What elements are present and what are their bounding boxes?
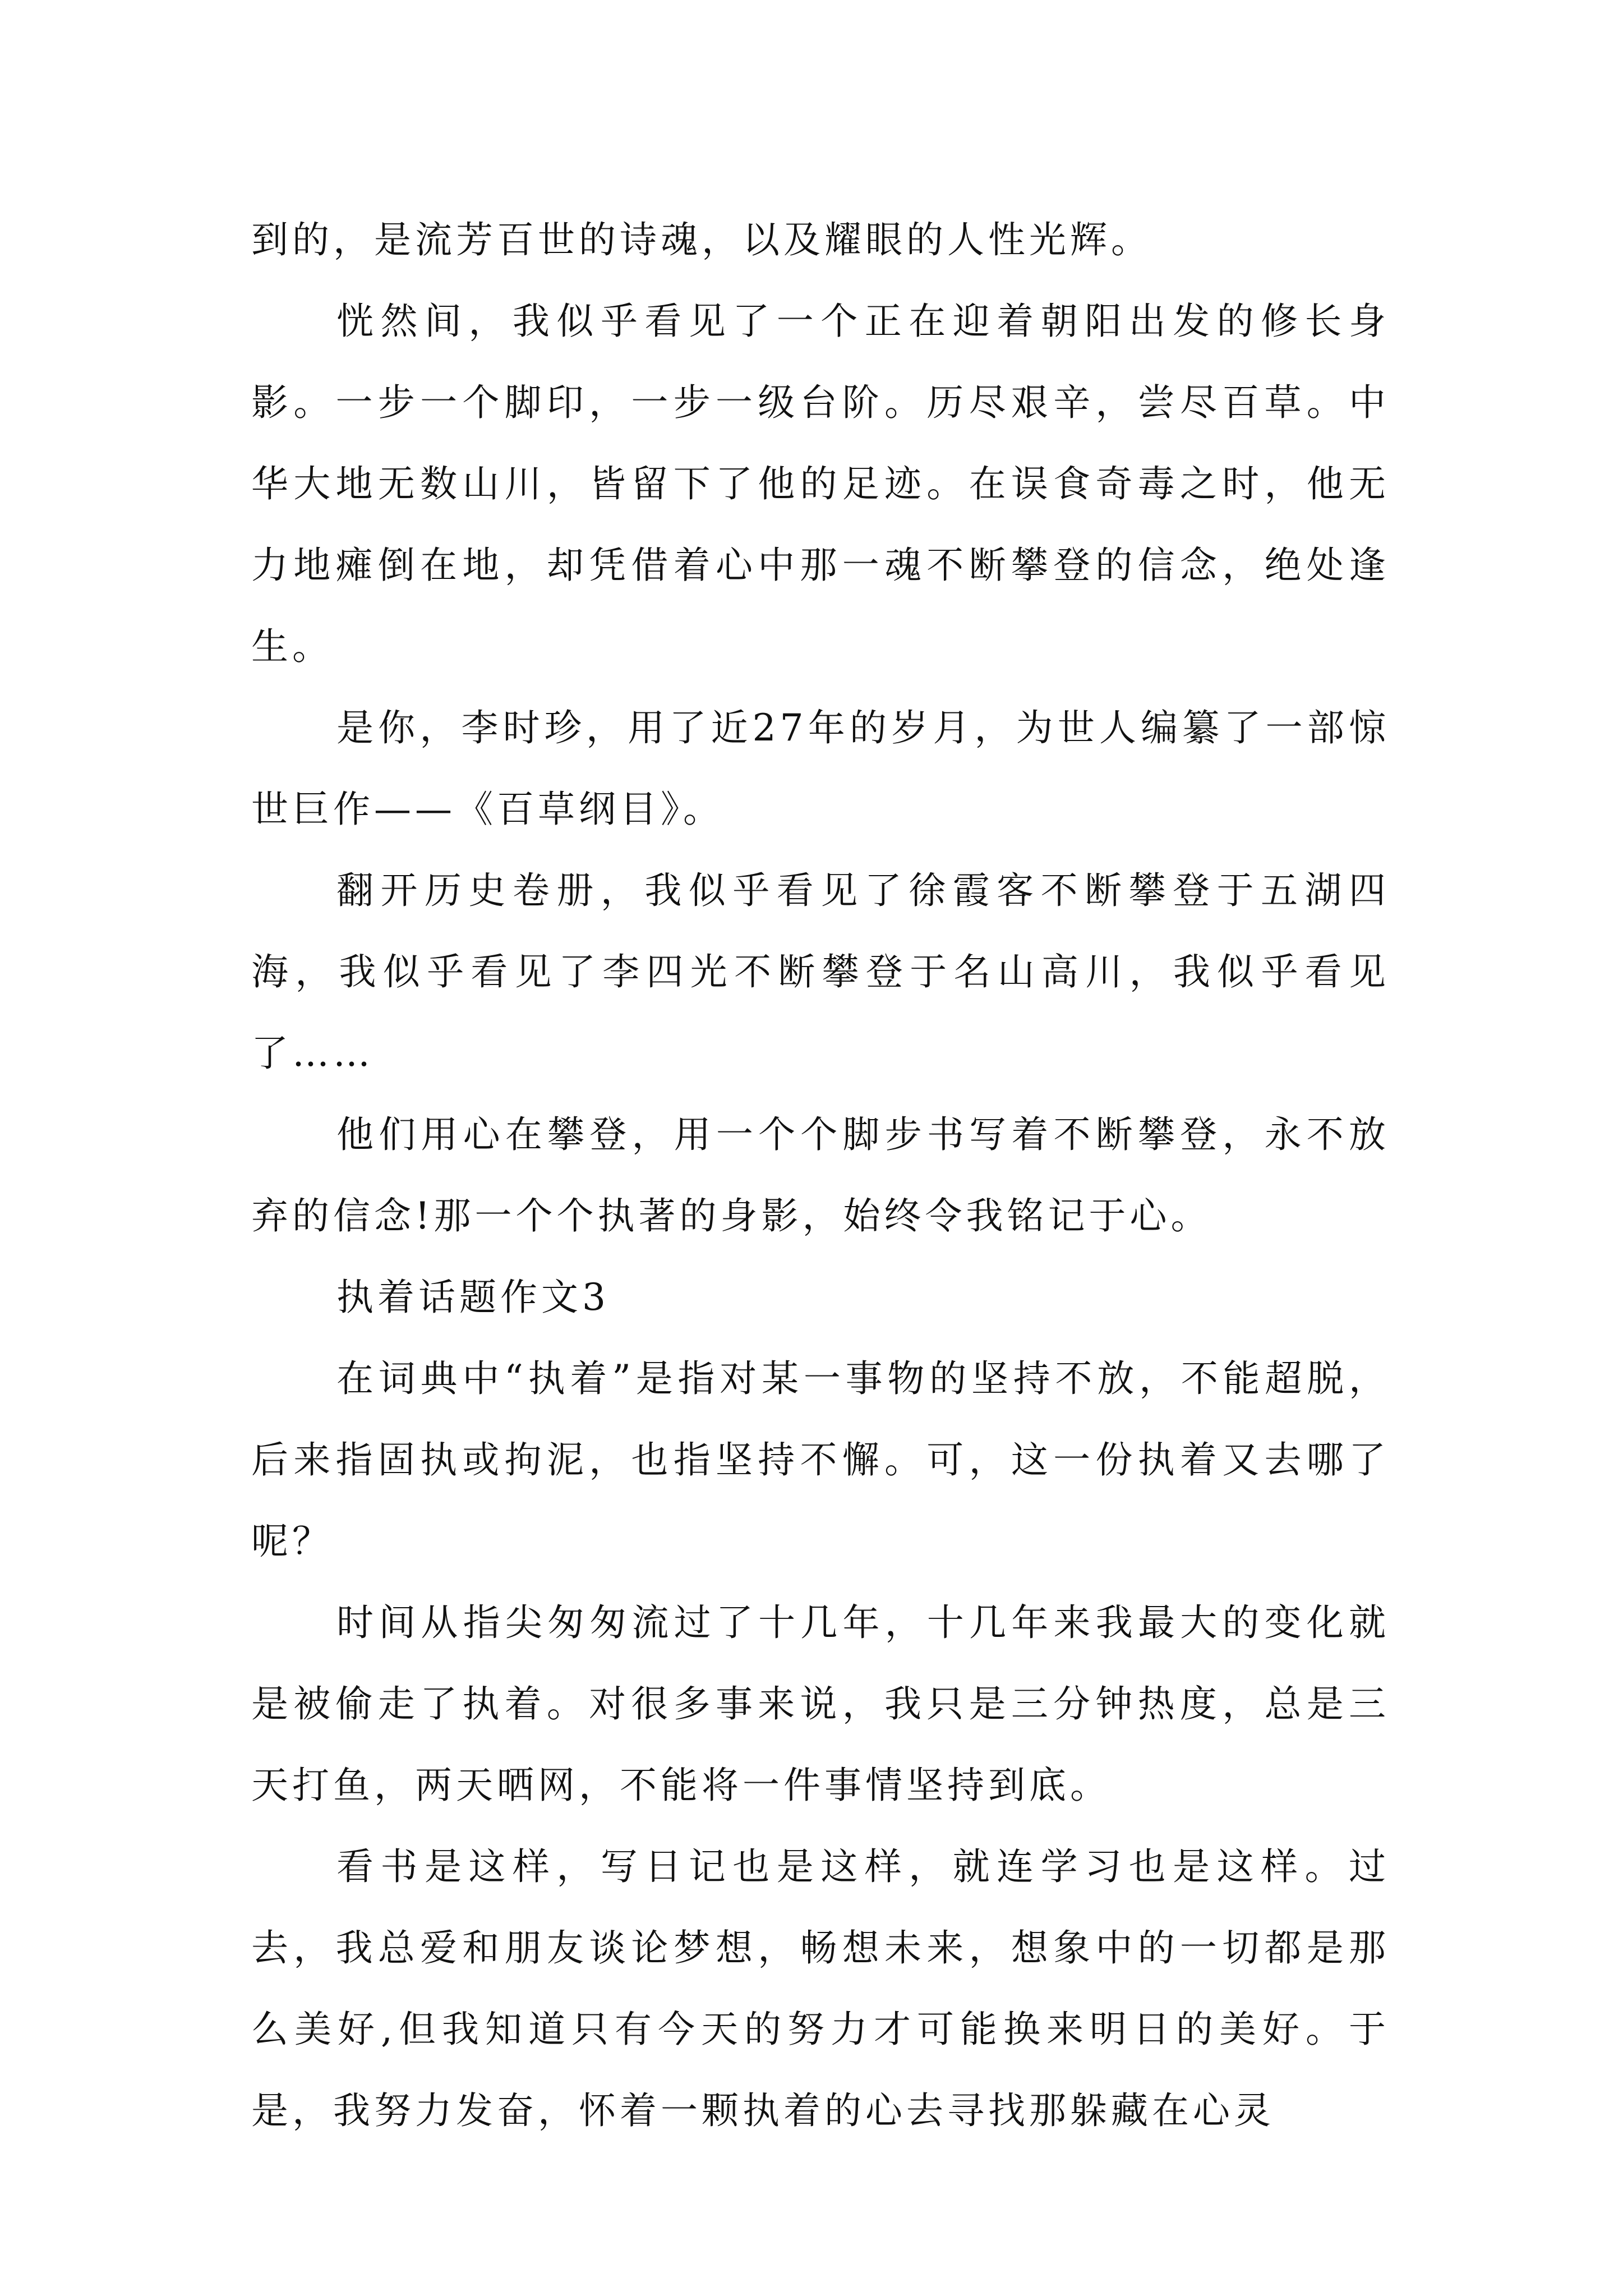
document-body (251, 199, 1390, 2151)
paragraph-4: 翻开历史卷册，我似乎看见了徐霞客不断攀登于五湖四海，我似乎看见了李四光不断攀登于名山高川，我似乎看见了…… (251, 869, 1390, 1075)
paragraph-6: 在词典中“执着”是指对某一事物的坚持不放，不能超脱，后来指固执或拘泥，也指坚持不懈。可，这一份执着又去哪了呢？ (251, 1357, 1390, 1563)
paragraph-1: 到的，是流芳百世的诗魂，以及耀眼的人性光辉。 (251, 218, 1152, 261)
paragraph-8: 看书是这样，写日记也是这样，就连学习也是这样。过去，我总爱和朋友谈论梦想，畅想未来，想象中的一切都是那么美好,但我知道只有今天的努力才可能换来明日的美好。于是，我努力发奋，怀着一颗执着的心去寻找那躲藏在心灵 (251, 1845, 1390, 2132)
paragraph-3: 是你，李时珍，用了近27年的岁月，为世人编纂了一部惊世巨作——《百草纲目》。 (251, 706, 1390, 831)
paragraph-7: 时间从指尖匆匆流过了十几年，十几年来我最大的变化就是被偷走了执着。对很多事来说，我只是三分钟热度，总是三天打鱼，两天晒网，不能将一件事情坚持到底。 (251, 1601, 1390, 1807)
paragraph-2: 恍然间，我似乎看见了一个正在迎着朝阳出发的修长身影。一步一个脚印，一步一级台阶。历尽艰辛，尝尽百草。中华大地无数山川，皆留下了他的足迹。在误食奇毒之时，他无力地瘫倒在地，却凭借着心中那一魂不断攀登的信念，绝处逢生。 (251, 300, 1390, 668)
section-heading: 执着话题作文3 (336, 1276, 610, 1319)
paragraph-5: 他们用心在攀登，用一个个脚步书写着不断攀登，永不放弃的信念!那一个个执著的身影，始终令我铭记于心。 (251, 1113, 1390, 1237)
